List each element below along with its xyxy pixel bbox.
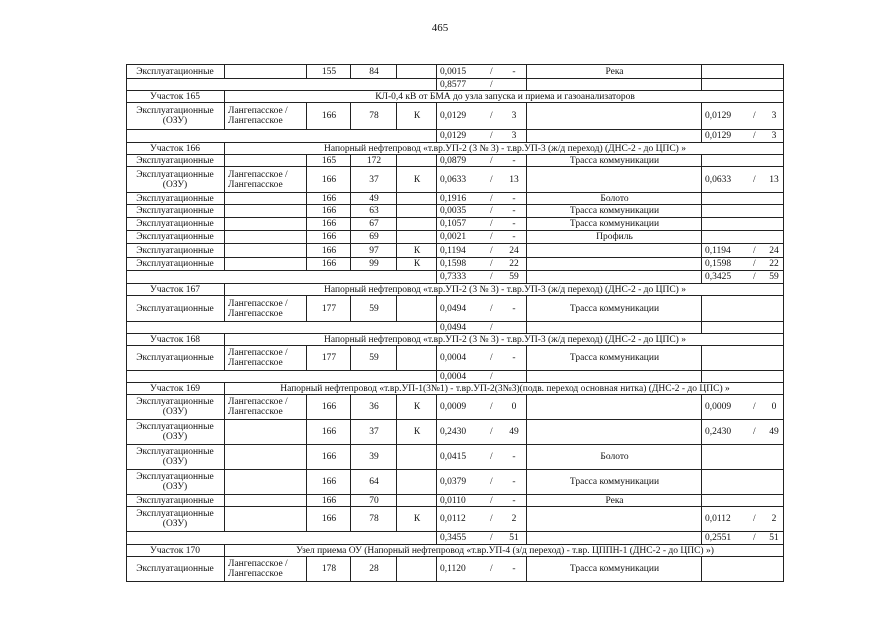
section-label: Участок 168 <box>150 334 200 345</box>
value-part-cell <box>765 65 783 78</box>
value-separator <box>753 65 765 78</box>
land-type-cell <box>526 244 702 257</box>
area-cell: 0,0021 <box>440 232 467 242</box>
area-cell: 0,2430 <box>440 427 467 437</box>
value-separator <box>753 445 765 469</box>
section-label: Участок 166 <box>150 143 200 154</box>
total-row <box>126 129 784 142</box>
area-separator: / <box>490 564 493 574</box>
section-title: КЛ-0,4 кВ от БМА до узла запуска и приема и газоанализаторов <box>224 91 785 102</box>
value-separator <box>753 470 765 494</box>
quarter-cell: 99 <box>350 258 397 270</box>
table-row <box>126 204 784 217</box>
quarter-cell: 78 <box>350 507 397 531</box>
area-part-cell: - <box>512 193 516 204</box>
value-cell <box>705 65 753 78</box>
area-part-cell: 24 <box>509 245 519 256</box>
value-separator <box>753 346 765 370</box>
cadastral-block-cell: 166 <box>306 445 351 469</box>
total-part <box>502 322 526 333</box>
category-cell: К <box>396 507 437 531</box>
quarter-cell: 28 <box>350 557 397 581</box>
total-separator: / <box>490 131 493 141</box>
value-cell: 0,1598 <box>705 259 732 269</box>
land-use-cell: Эксплуатационные <box>136 219 214 229</box>
cadastral-block-cell: 155 <box>306 65 351 78</box>
land-type-cell: Болото <box>526 445 702 469</box>
area-part-cell: - <box>512 206 516 216</box>
value-cell <box>705 557 753 581</box>
value-cell: 0,0633 <box>705 174 732 185</box>
area-separator: / <box>490 232 493 242</box>
area-cell: 0,0415 <box>440 452 467 462</box>
area-part-cell: - <box>512 219 516 229</box>
area-part-cell: 0 <box>511 402 517 412</box>
land-use-cell: Эксплуатационные <box>136 155 214 166</box>
quarter-cell: 63 <box>350 205 397 217</box>
total-row <box>126 78 784 90</box>
total-area: 0,3455 <box>440 533 467 543</box>
area-cell: 0,1916 <box>440 193 467 204</box>
category-cell <box>396 470 437 494</box>
value-part-cell <box>765 218 783 230</box>
area-separator: / <box>490 259 493 269</box>
total-separator: / <box>490 272 493 282</box>
land-type-cell: Трасса коммуникации <box>526 470 702 494</box>
table-row <box>126 230 784 243</box>
land-use-cell: Эксплуатационные <box>136 232 214 242</box>
category-cell <box>396 346 437 370</box>
total-area: 0,0004 <box>440 371 467 382</box>
area-separator: / <box>490 353 493 363</box>
value-cell <box>705 346 753 370</box>
section-title: Напорный нефтепровод «т.вр.УП-2 (3 № 3) - т.вр.УП-3 (ж/д переход) (ДНС-2 - до ЦПС) » <box>224 143 785 154</box>
area-part-cell: - <box>512 66 516 77</box>
area-separator: / <box>490 303 493 314</box>
quarter-cell: 67 <box>350 218 397 230</box>
quarter-cell: 69 <box>350 231 397 243</box>
table-row <box>126 64 784 78</box>
total-value-separator: / <box>753 533 756 543</box>
value-part-cell: 2 <box>771 514 777 524</box>
cadastral-block-cell: 166 <box>306 193 351 204</box>
land-use-cell: Эксплуатационные <box>136 245 214 256</box>
total-part: 51 <box>509 533 519 543</box>
area-separator: / <box>490 193 493 204</box>
cadastral-block-cell: 177 <box>306 346 351 370</box>
value-cell <box>705 193 753 204</box>
cadastral-block-cell: 166 <box>306 244 351 257</box>
value-part-cell <box>765 296 783 321</box>
quarter-cell: 64 <box>350 470 397 494</box>
category-cell <box>396 193 437 204</box>
value-separator <box>753 296 765 321</box>
area-cell: 0,0009 <box>440 402 467 412</box>
cadastral-block-cell: 166 <box>306 218 351 230</box>
category-cell: К <box>396 258 437 270</box>
category-cell <box>396 495 437 506</box>
table-row <box>126 419 784 444</box>
land-type-cell: Трасса коммуникации <box>526 205 702 217</box>
area-part-cell: 2 <box>511 514 517 524</box>
value-cell <box>705 495 753 506</box>
area-cell: 0,0129 <box>440 111 467 121</box>
quarter-cell: 70 <box>350 495 397 506</box>
cadastral-block-cell: 166 <box>306 470 351 494</box>
value-separator <box>753 205 765 217</box>
section-header-row <box>126 142 784 154</box>
section-header-row <box>126 283 784 295</box>
value-separator <box>753 155 765 166</box>
area-part-cell: 13 <box>509 174 519 185</box>
area-part-cell: 22 <box>509 259 519 269</box>
total-value <box>705 79 753 90</box>
land-type-cell <box>526 258 702 270</box>
area-part-cell: - <box>512 303 516 314</box>
table-row <box>126 243 784 257</box>
value-part-cell <box>765 155 783 166</box>
value-separator: / <box>753 174 756 185</box>
total-row <box>126 531 784 544</box>
section-header-row <box>126 333 784 345</box>
area-separator: / <box>490 66 493 77</box>
owner-cell: Лангепасское / Лангепасское <box>224 296 310 321</box>
category-cell <box>396 296 437 321</box>
total-value-separator <box>753 322 765 333</box>
value-part-cell <box>765 346 783 370</box>
quarter-cell: 37 <box>350 167 397 192</box>
land-use-cell: Эксплуатационные <box>136 259 214 269</box>
total-separator: / <box>490 322 493 333</box>
land-type-cell <box>526 395 702 419</box>
table-row <box>126 345 784 370</box>
total-area: 0,0129 <box>440 131 467 141</box>
value-part-cell <box>765 205 783 217</box>
total-part <box>502 79 526 90</box>
value-part-cell: 24 <box>769 245 779 256</box>
area-separator: / <box>490 402 493 412</box>
value-cell: 0,1194 <box>705 245 731 256</box>
value-part-cell <box>765 495 783 506</box>
area-cell: 0,0112 <box>440 514 466 524</box>
category-cell <box>396 205 437 217</box>
area-separator: / <box>490 427 493 437</box>
cadastral-block-cell: 166 <box>306 420 351 444</box>
section-label: Участок 165 <box>150 91 200 102</box>
value-part-cell <box>765 445 783 469</box>
area-cell: 0,0110 <box>440 495 466 506</box>
cadastral-block-cell: 178 <box>306 557 351 581</box>
total-row <box>126 370 784 382</box>
section-title: Напорный нефтепровод «т.вр.УП-2 (3 № 3) - т.вр.УП-3 (ж/д переход) (ДНС-2 - до ЦПС) » <box>224 284 785 295</box>
table-row <box>126 154 784 166</box>
value-separator: / <box>753 111 756 121</box>
quarter-cell: 172 <box>350 155 397 166</box>
total-value: 0,3425 <box>705 272 732 282</box>
area-part-cell: - <box>512 452 516 462</box>
value-part-cell: 0 <box>771 402 777 412</box>
quarter-cell: 49 <box>350 193 397 204</box>
total-value-separator: / <box>753 272 756 282</box>
owner-cell: Лангепасское / Лангепасское <box>224 103 310 129</box>
total-area: 0,7333 <box>440 272 467 282</box>
total-part <box>502 371 526 382</box>
value-cell <box>705 470 753 494</box>
value-separator <box>753 218 765 230</box>
quarter-cell: 36 <box>350 395 397 419</box>
area-part-cell: - <box>512 564 516 574</box>
total-separator: / <box>490 371 493 382</box>
land-use-cell: Эксплуатационные (ОЗУ) <box>136 397 214 417</box>
area-separator: / <box>490 514 493 524</box>
cadastral-block-cell: 166 <box>306 507 351 531</box>
value-cell: 0,0009 <box>705 402 732 412</box>
area-separator: / <box>490 245 493 256</box>
owner-cell: Лангепасское / Лангепасское <box>224 346 310 370</box>
area-separator: / <box>490 206 493 216</box>
value-separator <box>753 495 765 506</box>
land-type-cell: Трасса коммуникации <box>526 296 702 321</box>
land-type-cell: Профиль <box>526 231 702 243</box>
total-value-part <box>765 371 783 382</box>
land-use-cell: Эксплуатационные <box>136 66 214 77</box>
value-separator <box>753 193 765 204</box>
table-row <box>126 556 784 582</box>
area-part-cell: - <box>512 477 516 487</box>
total-value <box>705 322 753 333</box>
total-value: 0,0129 <box>705 131 732 141</box>
owner-cell: Лангепасское / Лангепасское <box>224 395 310 419</box>
land-type-cell: Река <box>526 65 702 78</box>
category-cell: К <box>396 420 437 444</box>
land-use-cell: Эксплуатационные <box>136 495 214 506</box>
cadastral-block-cell: 177 <box>306 296 351 321</box>
total-value-separator <box>753 79 765 90</box>
value-separator <box>753 557 765 581</box>
section-header-row <box>126 382 784 394</box>
area-cell: 0,1194 <box>440 245 466 256</box>
land-type-cell: Река <box>526 495 702 506</box>
table-row <box>126 469 784 494</box>
value-cell <box>705 218 753 230</box>
land-type-cell: Трасса коммуникации <box>526 155 702 166</box>
table-row <box>126 217 784 230</box>
total-separator: / <box>490 79 493 90</box>
table-row <box>126 394 784 419</box>
land-type-cell: Трасса коммуникации <box>526 218 702 230</box>
area-part-cell: - <box>512 495 516 506</box>
area-cell: 0,1057 <box>440 219 467 229</box>
category-cell <box>396 557 437 581</box>
cadastral-block-cell: 166 <box>306 231 351 243</box>
area-cell: 0,0015 <box>440 66 467 77</box>
total-value-part: 51 <box>769 533 779 543</box>
value-part-cell: 13 <box>769 174 779 185</box>
value-separator: / <box>753 259 756 269</box>
value-cell <box>705 445 753 469</box>
cadastral-block-cell: 166 <box>306 167 351 192</box>
value-cell: 0,0112 <box>705 514 731 524</box>
land-use-cell: Эксплуатационные <box>136 353 214 363</box>
land-type-cell <box>526 420 702 444</box>
value-part-cell: 3 <box>771 111 777 121</box>
land-use-cell: Эксплуатационные <box>136 193 214 204</box>
total-value: 0,2551 <box>705 533 732 543</box>
land-type-cell <box>526 167 702 192</box>
quarter-cell: 37 <box>350 420 397 444</box>
table-row <box>126 257 784 270</box>
quarter-cell: 59 <box>350 346 397 370</box>
value-separator: / <box>753 245 756 256</box>
area-separator: / <box>490 452 493 462</box>
total-area: 0,0494 <box>440 322 467 333</box>
category-cell <box>396 155 437 166</box>
land-use-cell: Эксплуатационные (ОЗУ) <box>136 509 214 529</box>
value-separator: / <box>753 514 756 524</box>
area-part-cell: 49 <box>509 427 519 437</box>
table-row <box>126 444 784 469</box>
value-part-cell: 22 <box>769 259 779 269</box>
cadastral-block-cell: 166 <box>306 103 351 129</box>
quarter-cell: 59 <box>350 296 397 321</box>
total-value-separator <box>753 371 765 382</box>
section-header-row <box>126 90 784 102</box>
area-cell: 0,0633 <box>440 174 467 185</box>
land-use-cell: Эксплуатационные (ОЗУ) <box>136 447 214 467</box>
section-title: Напорный нефтепровод «т.вр.УП-2 (3 № 3) - т.вр.УП-3 (ж/д переход) (ДНС-2 - до ЦПС) » <box>224 334 785 345</box>
area-separator: / <box>490 174 493 185</box>
quarter-cell: 97 <box>350 244 397 257</box>
table-row <box>126 102 784 129</box>
page-number: 465 <box>431 22 449 34</box>
land-type-cell <box>526 103 702 129</box>
area-cell: 0,0004 <box>440 353 467 363</box>
value-separator: / <box>753 427 756 437</box>
area-cell: 0,0879 <box>440 155 467 166</box>
table-row <box>126 295 784 321</box>
section-label: Участок 167 <box>150 284 200 295</box>
table-row <box>126 192 784 204</box>
total-value-part: 3 <box>771 131 777 141</box>
cadastral-block-cell: 166 <box>306 395 351 419</box>
area-separator: / <box>490 477 493 487</box>
cadastral-block-cell: 166 <box>306 495 351 506</box>
value-part-cell <box>765 470 783 494</box>
area-part-cell: - <box>512 232 516 242</box>
land-use-cell: Эксплуатационные (ОЗУ) <box>136 472 214 492</box>
area-cell: 0,1598 <box>440 259 467 269</box>
section-header-row <box>126 544 784 556</box>
value-separator: / <box>753 402 756 412</box>
table-row <box>126 494 784 506</box>
land-plots-table <box>126 64 784 582</box>
land-type-cell: Трасса коммуникации <box>526 346 702 370</box>
value-cell <box>705 155 753 166</box>
value-cell <box>705 296 753 321</box>
category-cell <box>396 231 437 243</box>
total-separator: / <box>490 533 493 543</box>
category-cell <box>396 445 437 469</box>
value-part-cell: 49 <box>769 427 779 437</box>
owner-cell: Лангепасское / Лангепасское <box>224 167 310 192</box>
land-use-cell: Эксплуатационные (ОЗУ) <box>136 422 214 442</box>
quarter-cell: 39 <box>350 445 397 469</box>
area-separator: / <box>490 111 493 121</box>
cadastral-block-cell: 166 <box>306 205 351 217</box>
quarter-cell: 78 <box>350 103 397 129</box>
category-cell: К <box>396 395 437 419</box>
value-cell <box>705 205 753 217</box>
land-use-cell: Эксплуатационные (ОЗУ) <box>136 169 214 190</box>
land-type-cell: Болото <box>526 193 702 204</box>
area-separator: / <box>490 219 493 229</box>
land-use-cell: Эксплуатационные <box>136 206 214 216</box>
table-row <box>126 506 784 531</box>
section-title: Узел приема ОУ (Напорный нефтепровод «т.вр.УП-4 (з/д переход) - т.вр. ЦППН-1 (ДНС-2 - до ЦПС) ») <box>224 545 785 556</box>
total-value-separator: / <box>753 131 756 141</box>
total-part: 3 <box>511 131 517 141</box>
value-cell <box>705 231 753 243</box>
category-cell <box>396 218 437 230</box>
total-value <box>705 371 753 382</box>
section-label: Участок 170 <box>150 545 200 556</box>
land-use-cell: Эксплуатационные <box>136 303 214 314</box>
total-value-part <box>765 79 783 90</box>
area-part-cell: 3 <box>511 111 517 121</box>
value-part-cell <box>765 193 783 204</box>
cadastral-block-cell: 165 <box>306 155 351 166</box>
value-part-cell <box>765 231 783 243</box>
value-cell: 0,2430 <box>705 427 732 437</box>
area-cell: 0,1120 <box>440 564 466 574</box>
section-label: Участок 169 <box>150 383 200 394</box>
value-separator <box>753 231 765 243</box>
total-area: 0,8577 <box>440 79 467 90</box>
category-cell: К <box>396 103 437 129</box>
category-cell <box>396 65 437 78</box>
total-value-part <box>765 322 783 333</box>
land-use-cell: Эксплуатационные (ОЗУ) <box>136 106 214 126</box>
land-use-cell: Эксплуатационные <box>136 564 214 574</box>
table-row <box>126 166 784 192</box>
land-type-cell <box>526 507 702 531</box>
total-row <box>126 321 784 333</box>
area-part-cell: - <box>512 155 516 166</box>
owner-cell: Лангепасское / Лангепасское <box>224 557 310 581</box>
area-separator: / <box>490 495 493 506</box>
category-cell: К <box>396 244 437 257</box>
total-part: 59 <box>509 272 519 282</box>
quarter-cell: 84 <box>350 65 397 78</box>
area-cell: 0,0494 <box>440 303 467 314</box>
area-cell: 0,0379 <box>440 477 467 487</box>
total-value-part: 59 <box>769 272 779 282</box>
cadastral-block-cell: 166 <box>306 258 351 270</box>
value-cell: 0,0129 <box>705 111 732 121</box>
area-separator: / <box>490 155 493 166</box>
area-cell: 0,0035 <box>440 206 467 216</box>
value-part-cell <box>765 557 783 581</box>
area-part-cell: - <box>512 353 516 363</box>
land-type-cell: Трасса коммуникации <box>526 557 702 581</box>
total-row <box>126 270 784 283</box>
category-cell: К <box>396 167 437 192</box>
section-title: Напорный нефтепровод «т.вр.УП-1(3№1) - т.вр.УП-2(3№3)(подв. переход основная нитка) (ДНС-2 - до ЦПС) » <box>224 383 785 394</box>
